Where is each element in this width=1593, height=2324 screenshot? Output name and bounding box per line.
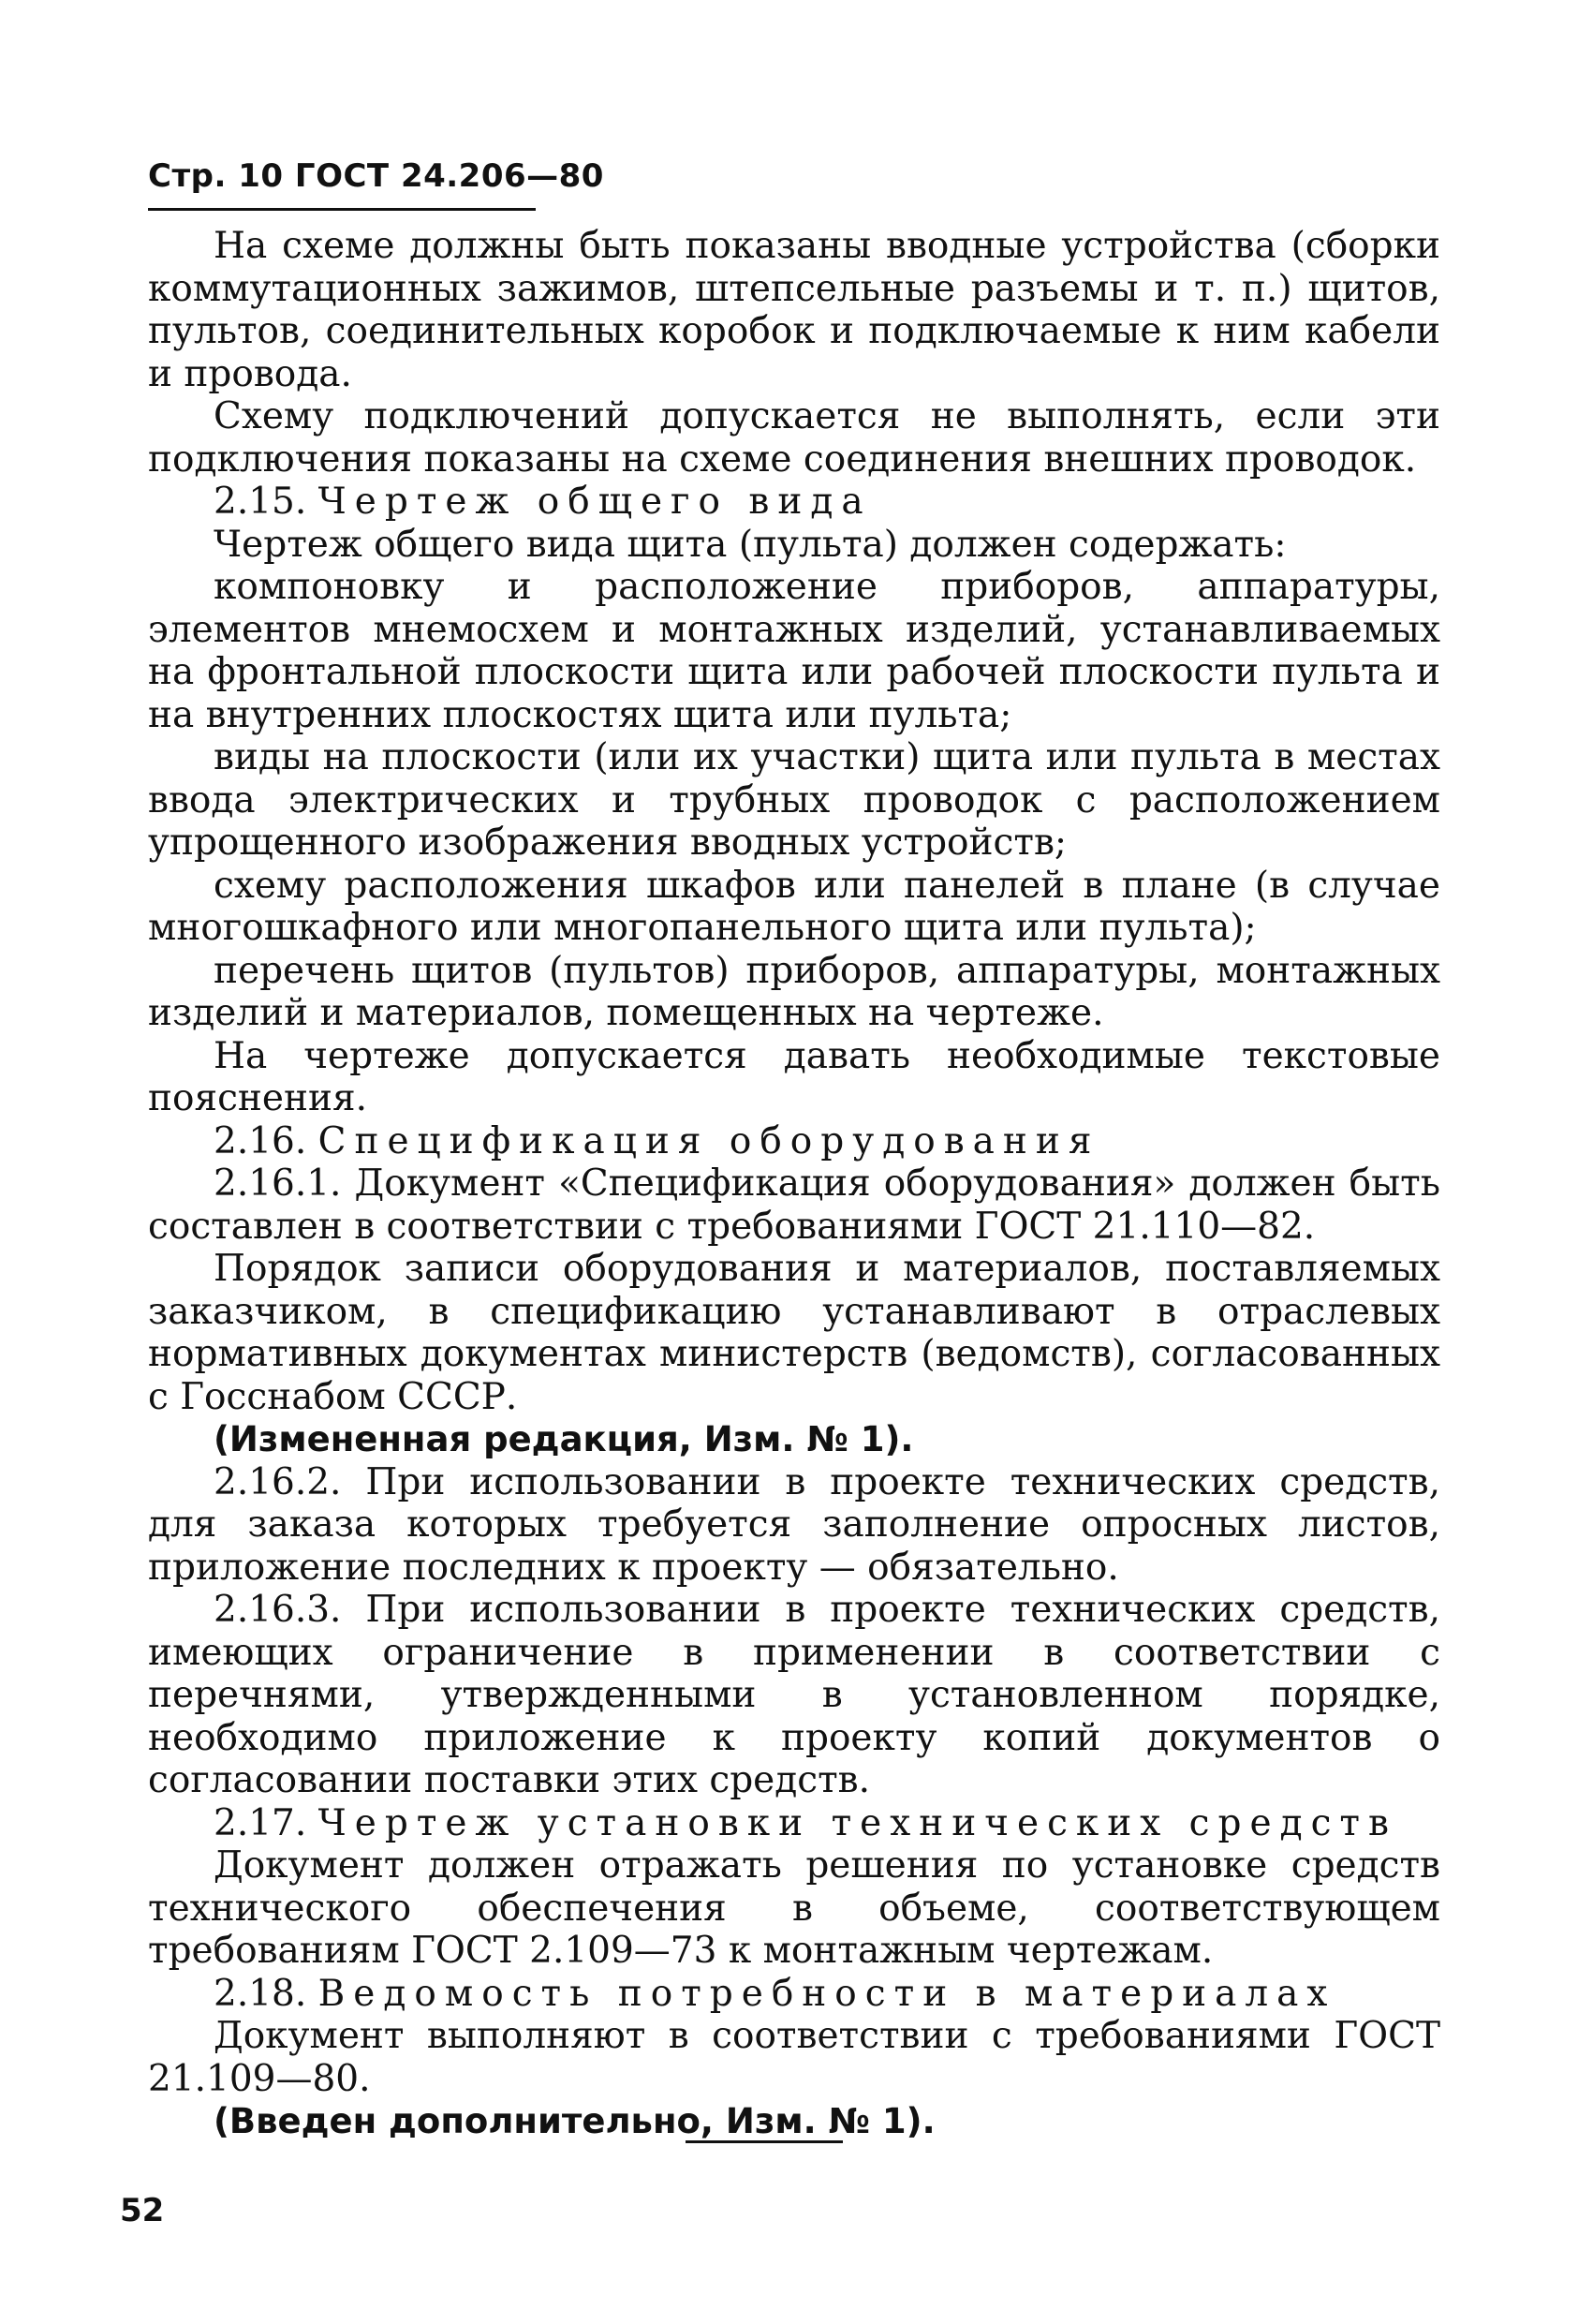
section-number: 2.16. — [214, 1119, 307, 1162]
amendment-note: (Введен дополнительно, Изм. № 1). — [214, 2101, 936, 2141]
header-rule — [148, 208, 536, 211]
paragraph: виды на плоскости (или их участки) щита или пульта в местах ввода электрических и трубных проводок с расположением упрощенного изображения вводных устройств; — [148, 736, 1440, 864]
paragraph: Порядок записи оборудования и материалов, поставляемых заказчиком, в спецификацию устанавливают в отраслевых нормативных документах министерств (ведомств), согласованных с Госснабом СССР. — [148, 1248, 1440, 1418]
page-header: Стр. 10 ГОСТ 24.206—80 — [148, 157, 604, 195]
end-rule — [686, 2140, 843, 2143]
paragraph: Документ должен отражать решения по установке средств технического обеспечения в объеме, соответствующем требованиям ГОСТ 2.109—73 к монтажным чертежам. — [148, 1844, 1440, 1972]
section-heading-2-17 — [148, 1802, 1440, 1845]
paragraph: На чертеже допускается давать необходимые текстовые пояснения. — [148, 1034, 1440, 1119]
paragraph: схему расположения шкафов или панелей в плане (в случае многошкафного или многопанельного щита или пульта); — [148, 864, 1440, 949]
paragraph: Документ выполняют в соответствии с требованиями ГОСТ 21.109—80. — [148, 2015, 1440, 2100]
paragraph: 2.16.2. При использовании в проекте технических средств, для заказа которых требуется заполнение опросных листов, приложение последних к проекту — обязательно. — [148, 1460, 1440, 1589]
section-heading-2-15 — [148, 481, 1440, 524]
paragraph: 2.16.1. Документ «Спецификация оборудования» должен быть составлен в соответствии с требованиями ГОСТ 21.110—82. — [148, 1162, 1440, 1248]
section-title: Чертеж общего вида — [317, 481, 872, 523]
paragraph: На схеме должны быть показаны вводные устройства (сборки коммутационных зажимов, штепсельные разъемы и т. п.) щитов, пультов, соединительных коробок и подключаемые к ним кабели и провода. — [148, 225, 1440, 395]
page-number: 52 — [120, 2192, 165, 2229]
paragraph: перечень щитов (пультов) приборов, аппаратуры, монтажных изделий и материалов, помещенных на чертеже. — [148, 949, 1440, 1034]
section-title: Ведомость потребности в материалах — [317, 1972, 1336, 2015]
document-body — [148, 225, 1440, 2143]
amendment-note: (Измененная редакция, Изм. № 1). — [214, 1419, 914, 1459]
section-title: Чертеж установки технических средств — [317, 1801, 1397, 1844]
section-heading-2-18 — [148, 1973, 1440, 2016]
section-heading-2-16 — [148, 1120, 1440, 1163]
paragraph: 2.16.3. При использовании в проекте технических средств, имеющих ограничение в применении в соответствии с перечнями, утвержденными в установленном порядке, необходимо приложение к проекту копий документов о согласовании поставки этих средств. — [148, 1589, 1440, 1801]
paragraph: Чертеж общего вида щита (пульта) должен содержать: — [214, 523, 1287, 566]
section-number: 2.17. — [214, 1801, 307, 1844]
section-number: 2.18. — [214, 1972, 307, 2015]
section-number: 2.15. — [214, 481, 307, 523]
paragraph: компоновку и расположение приборов, аппаратуры, элементов мнемосхем и монтажных изделий, устанавливаемых на фронтальной плоскости щита или рабочей плоскости пульта и на внутренних плоскостях щита или пульта; — [148, 566, 1440, 736]
section-title: Спецификация оборудования — [317, 1119, 1100, 1162]
paragraph: Схему подключений допускается не выполнять, если эти подключения показаны на схеме соединения внешних проводок. — [148, 395, 1440, 481]
